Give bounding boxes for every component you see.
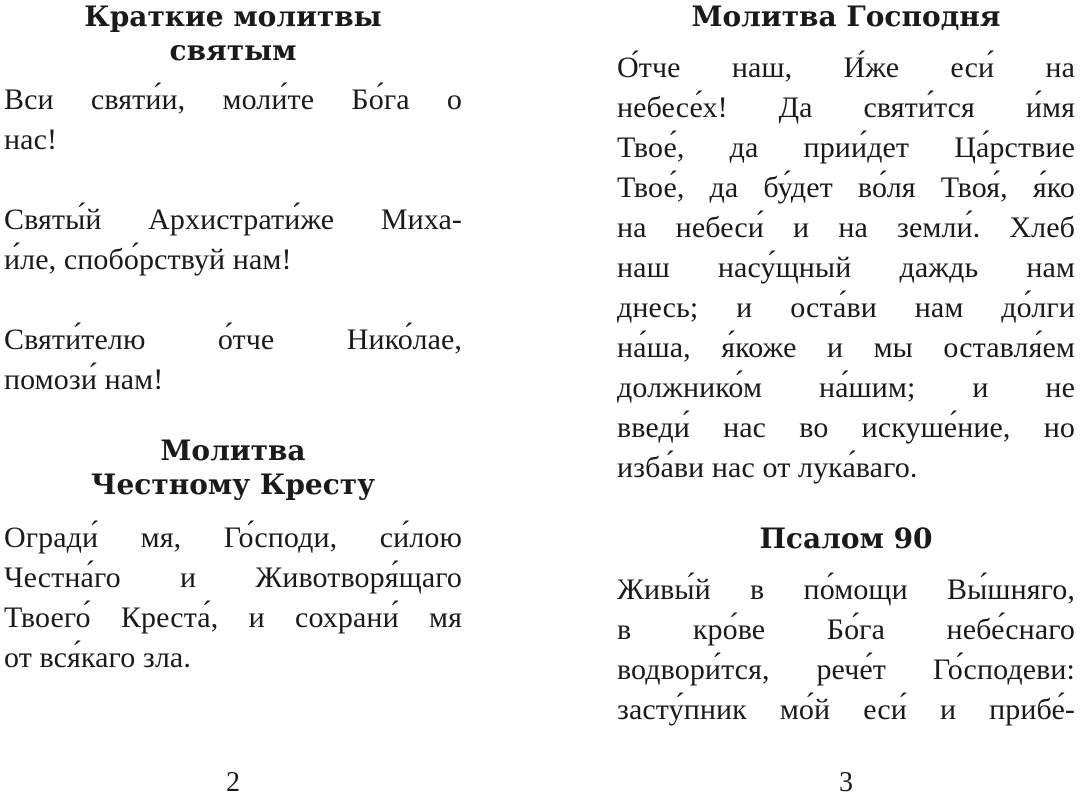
text-line: засту́пник мо́й еси́ и прибе́- <box>617 693 1075 726</box>
heading-line: Честному Кресту <box>90 468 376 501</box>
prayer-all-saints <box>4 80 462 160</box>
heading-line: Краткие молитвы <box>84 0 382 33</box>
text-line: Твое́, да бу́дет во́ля Твоя́, я́ко <box>617 171 1075 204</box>
page-number: 2 <box>226 767 240 798</box>
heading-prayer-to-cross <box>4 434 462 502</box>
text-line: Вси святи́и, моли́те Бо́га о <box>4 83 462 116</box>
heading-lords-prayer: Молитва Господня <box>691 0 1001 33</box>
text-line: введи́ нас во искуше́ние, но <box>617 411 1075 444</box>
text-line: небесе́х! Да святи́тся и́мя <box>617 91 1075 124</box>
heading-psalm-90: Псалом 90 <box>759 522 933 555</box>
heading-line: Молитва <box>160 434 306 467</box>
lords-prayer-text <box>617 48 1075 488</box>
text-line: на небеси́ и на земли́. Хлеб <box>617 211 1075 244</box>
text-line: днесь; и оста́ви нам до́лги <box>617 291 1075 324</box>
text-line: в кро́ве Бо́га небе́снаго <box>617 613 1075 646</box>
text-line: Живы́й в по́мощи Вы́шняго, <box>617 573 1075 606</box>
text-line: Честна́го и Животворя́щаго <box>4 561 462 594</box>
text-line: на́ша, я́коже и мы оставля́ем <box>617 331 1075 364</box>
heading-short-prayers-to-saints <box>4 0 462 68</box>
prayer-to-cross <box>4 518 462 678</box>
psalm-90-text <box>617 570 1075 730</box>
text-line: нас! <box>4 123 58 156</box>
text-line: О́тче наш, И́же еси́ на <box>617 51 1075 84</box>
left-page <box>4 0 462 804</box>
text-line: помози́ нам! <box>4 363 164 396</box>
text-line: Твое́, да прии́дет Ца́рствие <box>617 131 1075 164</box>
text-line: должнико́м на́шим; и не <box>617 371 1075 404</box>
text-line: и́ле, спобо́рствуй нам! <box>4 243 292 276</box>
prayer-saint-nicholas <box>4 320 462 400</box>
prayer-archangel-michael <box>4 200 462 280</box>
text-line: изба́ви нас от лука́ваго. <box>617 451 918 484</box>
text-line: Твоего́ Креста́, и сохрани́ мя <box>4 601 462 634</box>
right-page <box>617 0 1075 804</box>
text-line: водвори́тся, рече́т Го́сподеви: <box>617 653 1075 686</box>
text-line: Святы́й Архистрати́же Миха- <box>4 203 462 236</box>
text-line: Огради́ мя, Го́споди, си́лою <box>4 521 462 554</box>
text-line: от вся́каго зла. <box>4 641 191 674</box>
text-line: Святи́телю о́тче Нико́лае, <box>4 323 462 356</box>
heading-line: святым <box>169 34 297 67</box>
page-number: 3 <box>839 767 853 798</box>
text-line: наш насу́щный даждь нам <box>617 251 1075 284</box>
